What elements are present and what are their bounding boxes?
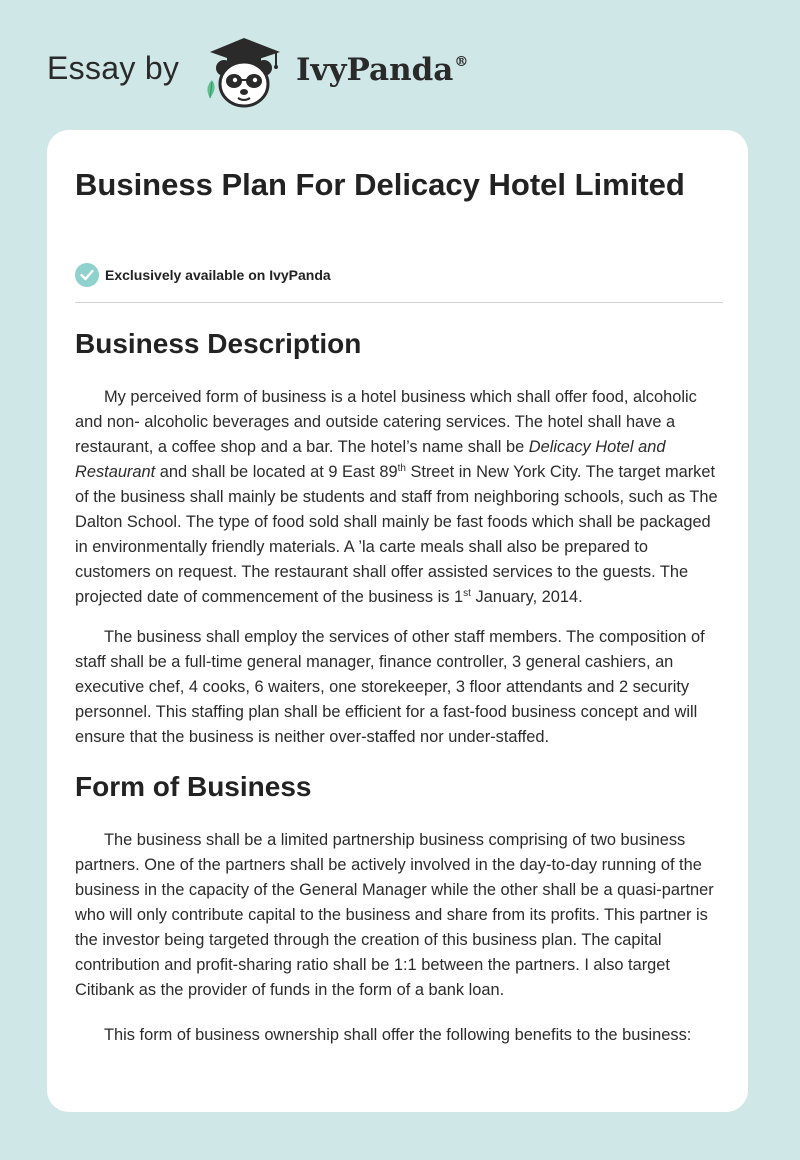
paragraph-business-description-1 [75, 385, 723, 610]
exclusive-badge [75, 261, 331, 289]
essay-card [47, 130, 748, 1112]
page-title: Business Plan For Delicacy Hotel Limited [75, 167, 685, 202]
section-heading-form-of-business: Form of Business [75, 771, 312, 802]
panda-logo-icon[interactable] [200, 36, 296, 110]
paragraph-form-of-business-2: This form of business ownership shall offer the following benefits to the business: [104, 1026, 692, 1044]
site-header [0, 0, 800, 130]
badge-label: Exclusively available on IvyPanda [105, 267, 331, 283]
paragraph-text: January, 2014. [470, 588, 583, 606]
check-circle-icon [75, 263, 99, 287]
paragraph-business-description-2: The business shall employ the services of other staff members. The composition of staff shall be a full-time general manager, finance controller, 3 general cashiers, an executive chef, 4 cooks, 6 waiters, one storekeeper, 3 floor attendants and 2 security personnel. This staffing plan shall be efficient for a fast-food business concept and will ensure that the business is neither over-staffed nor under-staffed. [75, 628, 705, 746]
registered-mark: ® [454, 54, 469, 70]
title-divider [75, 302, 723, 303]
section-heading-business-description: Business Description [75, 328, 362, 359]
paragraph-text: Street in New York City. The target market of the business shall mainly be students and staff from neighboring schools, such as The Dalton School. The type of food sold shall mainly be fast foods which shall be packaged in environmentally friendly materials. A ’la carte meals shall also be prepared to customers on request. The restaurant shall offer assisted services to the guests. The projected date of commencement of the business is 1 [75, 463, 718, 606]
ordinal-suffix: th [397, 463, 406, 474]
paragraph-text: and shall be located at 9 East 89 [155, 463, 398, 481]
paragraph-text: My perceived form of business is a hotel business which shall offer food, alcoholic and non- alcoholic beverages and outside catering services. The hotel shall have a restaurant, a coffee shop and a bar. The hotel’s name shall be [75, 388, 697, 456]
brand-name[interactable] [296, 52, 468, 88]
ordinal-suffix: st [463, 588, 471, 599]
paragraph-form-of-business-1: The business shall be a limited partnership business comprising of two business partners. One of the partners shall be actively involved in the day-to-day running of the business in the capacity of the General Manager while the other shall be a quasi-partner who will only contribute capital to the business and share from its profits. This partner is the investor being targeted through the creation of this business plan. The capital contribution and profit-sharing ratio shall be 1:1 between the partners. I also target Citibank as the provider of funds in the form of a bank loan. [75, 831, 714, 999]
essay-by-label: Essay by [47, 50, 180, 86]
brand-label: IvyPanda [296, 52, 454, 88]
hotel-name-emphasis: Delicacy Hotel and Restaurant [75, 438, 666, 481]
